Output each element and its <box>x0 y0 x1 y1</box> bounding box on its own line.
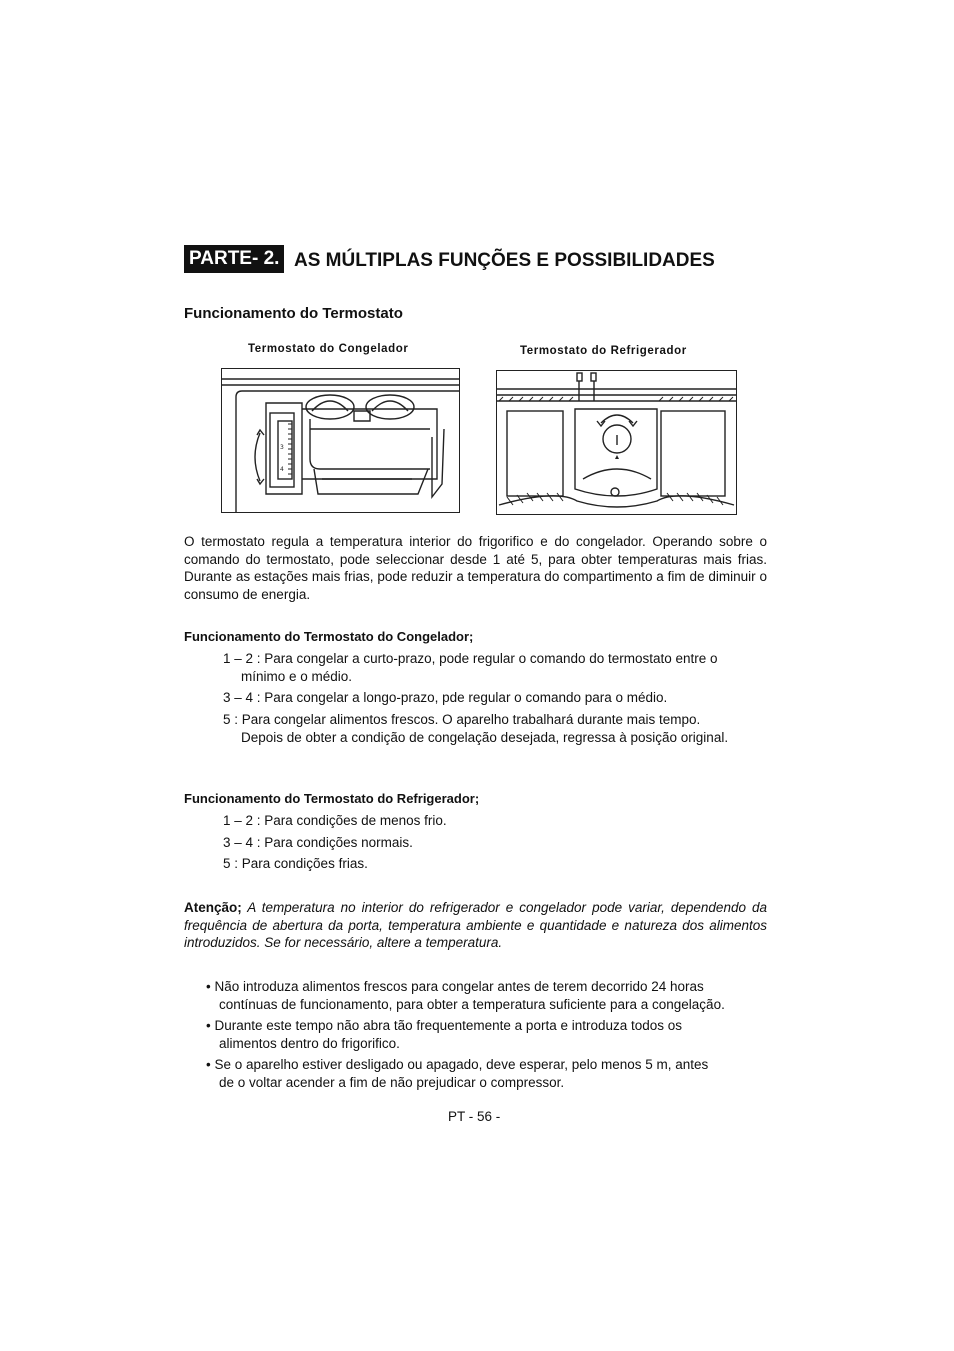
freezer-thermostat-drawing <box>222 369 459 512</box>
fridge-heading: Funcionamento do Termostato do Refrigerador; <box>184 791 480 806</box>
page-title: AS MÚLTIPLAS FUNÇÕES E POSSIBILIDADES <box>294 250 715 271</box>
freezer-figure-label: Termostato do Congelador <box>248 343 409 355</box>
list-item-continuation: contínuas de funcionamento, para obter a temperatura suficiente para a congelação. <box>219 996 725 1012</box>
attention-label: Atenção; <box>184 900 242 915</box>
freezer-item <box>223 650 767 685</box>
fridge-item: 5 : Para condições frias. <box>223 856 368 871</box>
freezer-thermostat-illustration <box>221 368 460 513</box>
fridge-figure-label: Termostato do Refrigerador <box>520 345 687 357</box>
list-item <box>206 978 767 1013</box>
svg-text:4: 4 <box>280 466 284 473</box>
list-item <box>206 1017 767 1052</box>
list-item-line: • Não introduza alimentos frescos para congelar antes de terem decorrido 24 horas <box>206 979 704 994</box>
fridge-thermostat-illustration <box>496 370 737 515</box>
freezer-heading: Funcionamento do Termostato do Congelador; <box>184 629 474 644</box>
attention-note <box>184 899 767 952</box>
part-badge: PARTE- 2. <box>184 245 284 273</box>
freezer-item-line: 1 – 2 : Para congelar a curto-prazo, pode regular o comando do termostato entre o <box>223 651 718 666</box>
page-number: PT - 56 - <box>448 1109 501 1124</box>
fridge-item: 3 – 4 : Para condições normais. <box>223 835 413 850</box>
fridge-item: 1 – 2 : Para condições de menos frio. <box>223 813 447 828</box>
intro-paragraph: O termostato regula a temperatura interior do frigorifico e do congelador. Operando sobre o comando do termostato, pode seleccionar desde 1 até 5, para obter temperaturas mais frias. Durante as estações mais frias, pode reduzir a temperatura do compartimento a fim de diminuir o consumo de energia. <box>184 534 767 602</box>
freezer-item <box>223 689 767 707</box>
section-title: Funcionamento do Termostato <box>184 305 403 322</box>
list-item <box>206 1056 767 1091</box>
freezer-item <box>223 711 767 746</box>
freezer-item-continuation: mínimo e o médio. <box>241 668 353 684</box>
list-item-line: • Durante este tempo não abra tão frequentemente a porta e introduza todos os <box>206 1018 683 1033</box>
list-item-continuation: de o voltar acender a fim de não prejudicar o compressor. <box>219 1074 565 1090</box>
svg-text:3: 3 <box>280 444 284 451</box>
freezer-item-continuation: Depois de obter a condição de congelação desejada, regressa à posição original. <box>241 729 729 745</box>
fridge-thermostat-drawing <box>497 371 736 514</box>
list-item-line: • Se o aparelho estiver desligado ou apagado, deve esperar, pelo menos 5 m, antes <box>206 1057 709 1072</box>
freezer-item-line: 3 – 4 : Para congelar a longo-prazo, pde regular o comando para o médio. <box>223 690 668 705</box>
attention-text: A temperatura no interior do refrigerador e congelador pode variar, dependendo da frequência de abertura da porta, temperatura ambiente e quantidade e natureza dos alimentos introduzidos. Se for necessário, altere a temperatura. <box>184 900 767 950</box>
list-item-continuation: alimentos dentro do frigorifico. <box>219 1035 400 1051</box>
freezer-item-line: 5 : Para congelar alimentos frescos. O aparelho trabalhará durante mais tempo. <box>223 712 701 727</box>
